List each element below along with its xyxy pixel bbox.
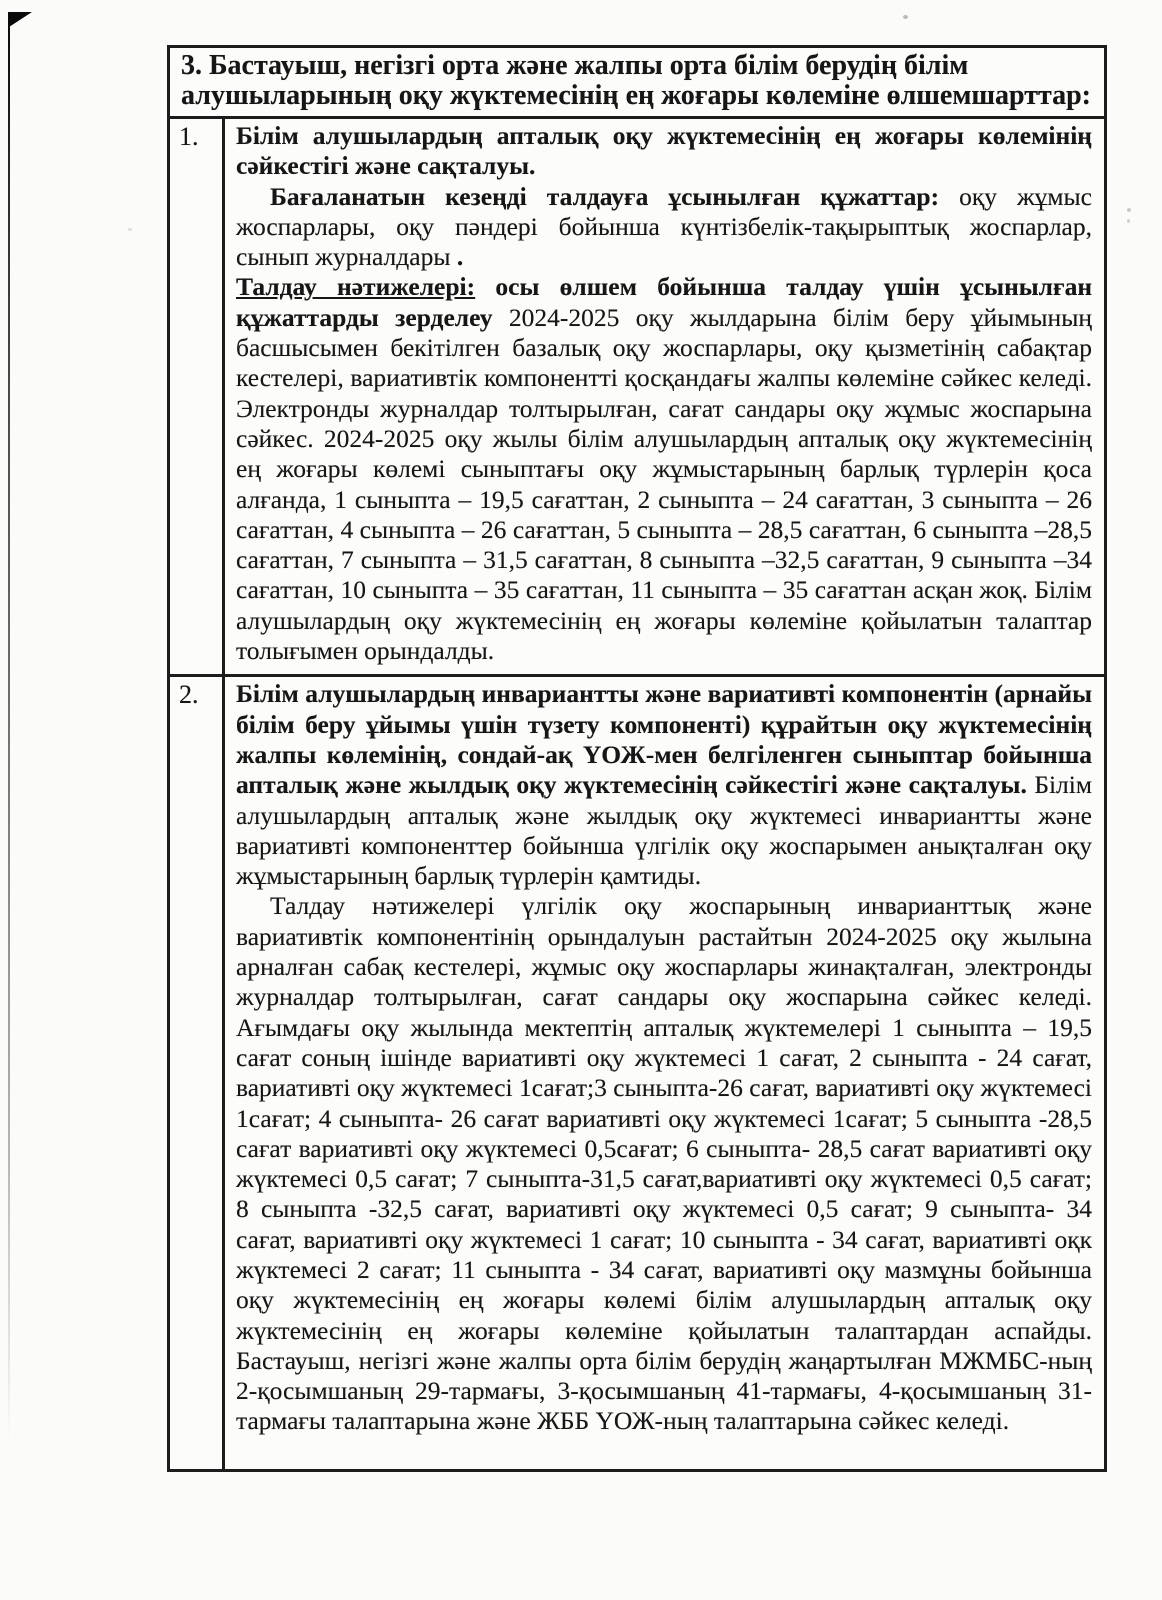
scan-speck	[1127, 219, 1130, 223]
text-run: оқу жұмыс жоспарлары, оқу пәндері бойынша күнтізбелік-тақырыптық жоспарлар, сынып журналдары	[236, 181, 1092, 272]
table-title	[170, 48, 1104, 119]
scan-speck	[128, 228, 132, 231]
text-run: .	[450, 242, 464, 272]
paragraph	[236, 272, 1092, 666]
text-run: Білім алушылардың апталық оқу жүктемесінің ең жоғары көлемінің сәйкестігі және сақталуы.	[236, 121, 1092, 181]
paragraph	[236, 891, 1092, 1436]
scan-speck	[1127, 208, 1131, 212]
row-number: 1.	[170, 119, 225, 674]
text-run: Талдау нәтижелері:	[236, 272, 476, 302]
text-run: Білім алушылардың инвариантты және вариативті компонентін (арнайы білім беру ұйымы үшін түзету компоненті) құрайтын оқу жүктемесінің жалпы көлемінің, сондай-ақ ҮОЖ-мен белгіленген сыныптар бойынша апталық және жылдық оқу жүктемесінің сәйкестігі және сақталуы.	[236, 679, 1092, 800]
paragraph	[236, 121, 1092, 182]
table-row-1	[170, 119, 1104, 674]
page-edge-corner-mark	[9, 12, 32, 27]
row-number: 2.	[170, 677, 225, 1469]
text-run: Білім алушылардың апталық және жылдық оқу жүктемесі инвариантты және вариативті компоненттер бойынша үлгілік оқу жоспарымен анықталған оқу жұмыстарының барлық түрлерін қамтиды.	[236, 770, 1092, 891]
paragraph	[236, 182, 1092, 273]
scan-speck	[903, 15, 908, 19]
table-title-line-2: алушыларының оқу жүктемесінің ең жоғары көлеміне өлшемшарттар:	[181, 79, 1091, 111]
criterion-text-cell	[225, 119, 1104, 674]
text-run: осы өлшем бойынша талдау үшін ұсынылған құжаттарды зерделеу	[236, 272, 1093, 332]
criteria-table	[167, 45, 1107, 1472]
text-run: 2024-2025 оқу жылдарына білім беру ұйымының басшысымен бекітілген базалық оқу жоспарлары, оқу қызметінің сабақтар кестелері, вариативтік компонентті қосқандағы жалпы көлеміне сәйкес келеді. Электронды журналдар толтырылған, сағат сандары оқу жұмыс жоспарына сәйкес. 2024-2025 оқу жылы білім алушылардың апталық оқу жүктемесінің ең жоғары көлемі сыныптағы оқу жұмыстарының барлық түрлерін қоса алғанда, 1 сыныпта – 19,5 сағаттан, 2 сыныпта – 24 сағаттан, 3 сыныпта – 26 сағаттан, 4 сыныпта – 26 сағаттан, 5 сыныпта – 28,5 сағаттан, 6 сыныпта –28,5 сағаттан, 7 сыныпта – 31,5 сағаттан, 8 сыныпта –32,5 сағаттан, 9 сыныпта –34 сағаттан, 10 сыныпта – 35 сағаттан, 11 сыныпта – 35 сағаттан асқан жоқ. Білім алушылардың оқу жүктемесінің ең жоғары көлеміне қойылатын талаптар толығымен орындалды.	[236, 302, 1092, 666]
criterion-text-cell	[225, 677, 1104, 1469]
table-row-2	[170, 674, 1104, 1469]
page-edge-scan-line	[8, 12, 10, 1442]
text-run: Бағаланатын кезеңді талдауға ұсынылған құжаттар:	[270, 181, 940, 211]
paragraph	[236, 679, 1092, 891]
text-run: Талдау нәтижелері үлгілік оқу жоспарының инварианттық және вариативтік компонентінің орындалуын растайтын 2024-2025 оқу жылына арналған сабақ кестелері, жұмыс оқу жоспарлары жинақталған, электронды журналдар толтырылған, сағат сандары оқу жоспарына сәйкес келеді. Ағымдағы оқу жылында мектептің апталық жүктемелері 1 сыныпта – 19,5 сағат соның ішінде вариативті оқу жүктемесі 1 сағат, 2 сыныпта - 24 сағат, вариативті оқу жүктемесі 1сағат;3 сыныпта-26 сағат, вариативті оқу жүктемесі 1сағат; 4 сыныпта- 26 сағат вариативті оқу жүктемесі 1сағат; 5 сыныпта -28,5 сағат вариативті оқу жүктемесі 0,5сағат; 6 сыныпта- 28,5 сағат вариативті оқу жүктемесі 0,5 сағат; 7 сыныпта-31,5 сағат,вариативті оқу жүктемесі 0,5 сағат; 8 сыныпта -32,5 сағат, вариативті оқу жүктемесі 0,5 сағат; 9 сыныпта- 34 сағат, вариативті оқу жүктемесі 1 сағат; 10 сыныпта - 34 сағат, вариативті оқк жүктемесі 2 сағат; 11 сыныпта - 34 сағат, вариативті оқу мазмұны бойынша оқу жүктемесінің ең жоғары көлемі білім алушылардың апталық оқу жүктемесінің ең жоғары көлеміне қойылатын талаптардан аспайды. Бастауыш, негізгі және жалпы орта білім берудің жаңартылған МЖМБС-ның 2-қосымшаның 29-тармағы, 3-қосымшаның 41-тармағы, 4-қосымшаның 31-тармағы талаптарына және ЖББ ҮОЖ-ның талаптарына сәйкес келеді.	[236, 891, 1092, 1436]
table-title-line-1: 3. Бастауыш, негізгі орта және жалпы орта білім берудің білім	[181, 50, 969, 81]
